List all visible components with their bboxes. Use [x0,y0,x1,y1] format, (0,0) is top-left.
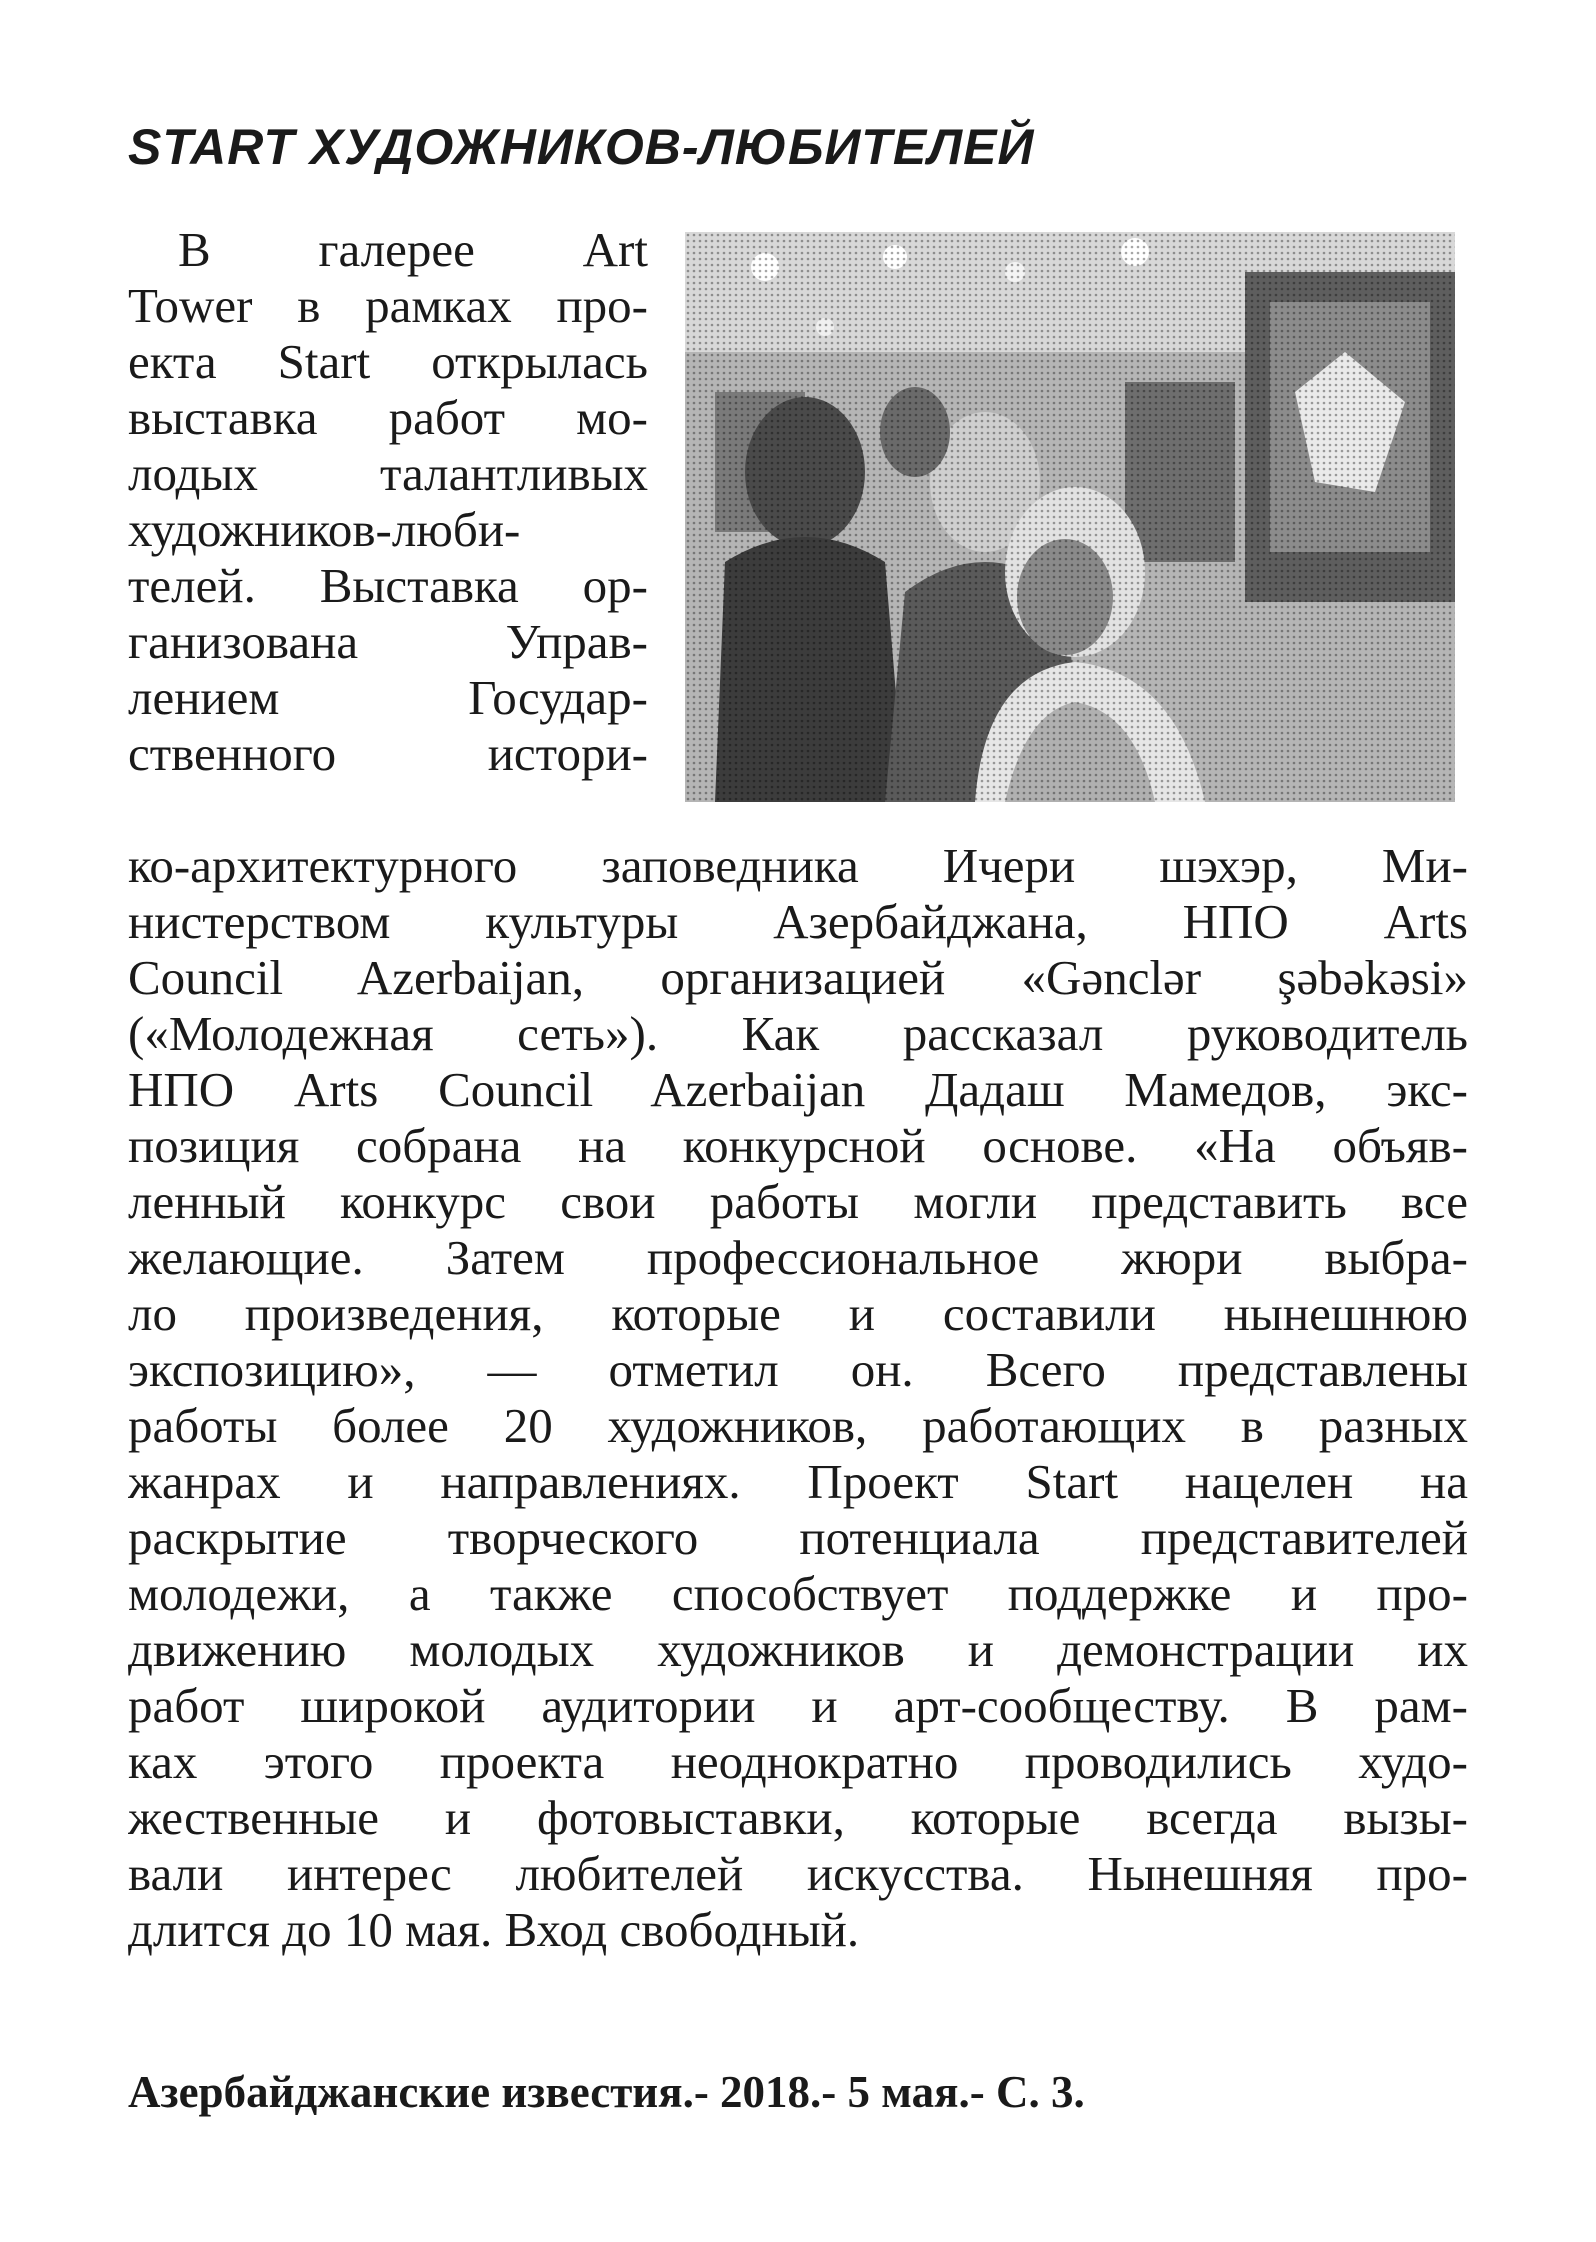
article-body-bottom [128,838,1468,1958]
body-line: («Молодежная сеть»). Как рассказал руководитель [128,1006,1468,1061]
body-line: НПО Arts Council Azerbaijan Дадаш Мамедов, экс- [128,1062,1468,1117]
body-line: ко-архитектурного заповедника Ичери шэхэр, Ми- [128,838,1468,893]
body-line: жественные и фотовыставки, которые всегда вызы- [128,1790,1468,1845]
body-line: раскрытие творческого потенциала представителей [128,1510,1468,1565]
body-line: выставка работ мо- [128,390,648,445]
body-line: ственного истори- [128,726,648,781]
body-line: ленный конкурс свои работы могли представить все [128,1174,1468,1229]
body-line: екта Start открылась [128,334,648,389]
body-line: Tower в рамках про- [128,278,648,333]
body-line: работы более 20 художников, работающих в разных [128,1398,1468,1453]
body-line: нистерством культуры Азербайджана, НПО Arts [128,894,1468,949]
body-line: лением Государ- [128,670,648,725]
source-citation: Азербайджанские известия.- 2018.- 5 мая.- С. 3. [128,2067,1085,2117]
body-line: художников-люби- [128,502,521,557]
body-line: ло произведения, которые и составили нынешнюю [128,1286,1468,1341]
exhibition-photo [685,232,1455,802]
body-line: Council Azerbaijan, организацией «Gənclər şəbəkəsi» [128,950,1468,1005]
body-line: движению молодых художников и демонстрации их [128,1622,1468,1677]
body-line: ках этого проекта неоднократно проводились худо- [128,1734,1468,1789]
article-body-top [128,222,648,782]
body-line: телей. Выставка ор- [128,558,648,613]
body-line: вали интерес любителей искусства. Нынешняя про- [128,1846,1468,1901]
body-line: позиция собрана на конкурсной основе. «На объяв- [128,1118,1468,1173]
article-headline: START ХУДОЖНИКОВ-ЛЮБИТЕЛЕЙ [128,119,1035,175]
body-line: желающие. Затем профессиональное жюри выбра- [128,1230,1468,1285]
body-line: лодых талантливых [128,446,648,501]
body-line: В галерее Art [178,222,648,277]
body-line: длится до 10 мая. Вход свободный. [128,1902,860,1957]
body-line: молодежи, а также способствует поддержке и про- [128,1566,1468,1621]
body-line: экспозицию», — отметил он. Всего представлены [128,1342,1468,1397]
exhibition-photo-illustration [685,232,1455,802]
body-line: жанрах и направлениях. Проект Start нацелен на [128,1454,1468,1509]
body-line: ганизована Управ- [128,614,648,669]
body-line: работ широкой аудитории и арт-сообществу. В рам- [128,1678,1468,1733]
